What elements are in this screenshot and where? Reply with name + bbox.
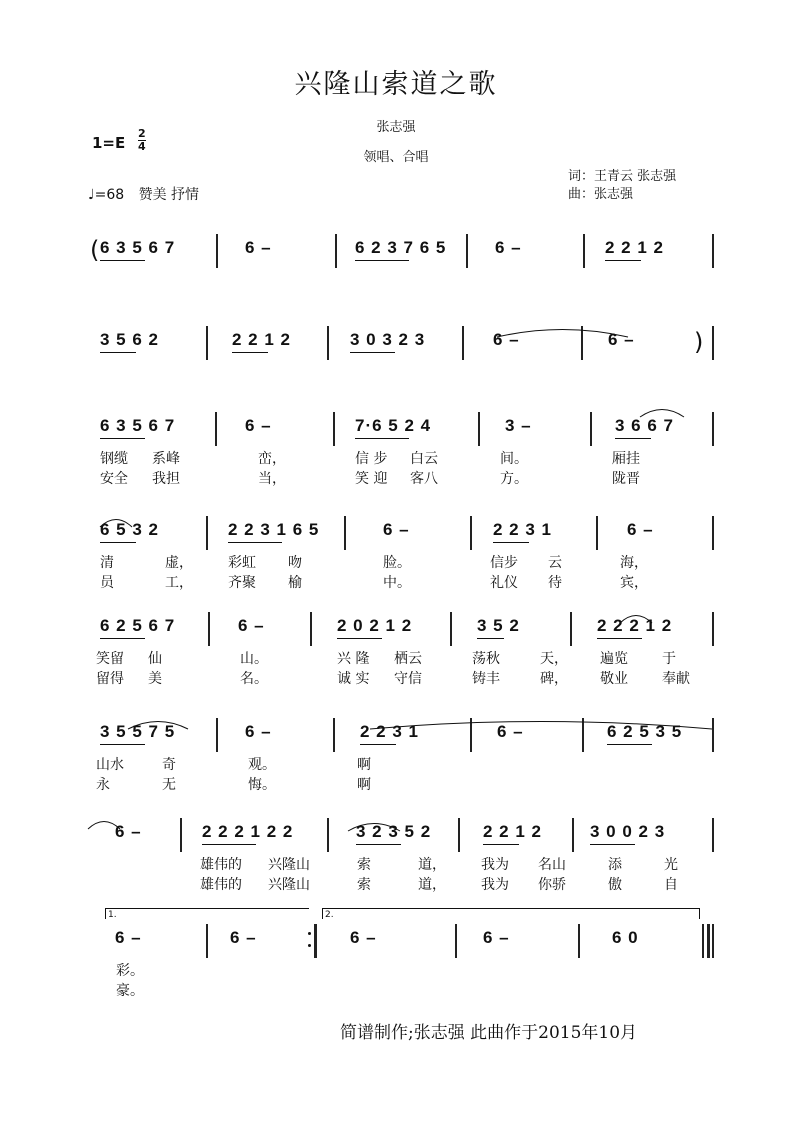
final-bar-thick: [707, 924, 710, 958]
measure: 6 3 5 6 7: [100, 416, 176, 435]
volta-number: 2.: [325, 910, 334, 920]
measure: 2 2 3 1: [360, 722, 419, 741]
tempo-line: [88, 184, 199, 204]
lyric-syllable: 天，: [540, 651, 568, 667]
bar-line: [590, 412, 592, 446]
beam-line: [477, 638, 504, 639]
lyric-syllable: 我为: [481, 857, 509, 873]
lyric-syllable: 奇: [162, 757, 176, 773]
lyric-syllable: 兴隆山: [268, 877, 310, 893]
measure: 6 –: [383, 520, 410, 539]
measure: 2 2 1 2: [232, 330, 291, 349]
time-signature-top: 2: [138, 127, 146, 140]
lyric-syllable: 兴 隆: [337, 651, 370, 667]
measure: 2 2 3 1: [493, 520, 552, 539]
lyric-syllable: 彩虹: [228, 555, 256, 571]
footer-note: 简谱制作;张志强 此曲作于2015年10月: [340, 1023, 638, 1043]
measure: 6 –: [483, 928, 510, 947]
beam-line: [228, 542, 282, 543]
measure: 6 –: [627, 520, 654, 539]
lyric-syllable: 我为: [481, 877, 509, 893]
expression-mark: 赞美 抒情: [138, 187, 200, 203]
lyric-syllable: 悔。: [248, 777, 276, 793]
beam-line: [202, 844, 256, 845]
bar-line: [466, 234, 468, 268]
lyric-syllable: 你骄: [538, 877, 566, 893]
bar-line: [208, 612, 210, 646]
volta-bracket: [105, 908, 309, 919]
bar-line: [206, 326, 208, 360]
lyric-syllable: 脸。: [383, 555, 411, 571]
lyric-syllable: 我担: [152, 471, 180, 487]
slur-arc: [348, 820, 400, 832]
lyric-syllable: 信 步: [355, 451, 388, 467]
lyric-syllable: 彩。: [116, 963, 144, 979]
volta-number: 1.: [108, 910, 117, 920]
bar-line: [596, 516, 598, 550]
measure: 2 2 1 2: [483, 822, 542, 841]
lyric-syllable: 员: [100, 575, 114, 591]
lyric-syllable: 中。: [383, 575, 411, 591]
beam-line: [100, 438, 145, 439]
measure: 6 –: [497, 722, 524, 741]
lyric-syllable: 添: [608, 857, 622, 873]
lyric-syllable: 齐聚: [228, 575, 256, 591]
measure: 3 5 2: [477, 616, 520, 635]
bar-line: [712, 718, 714, 752]
bar-line: [333, 718, 335, 752]
lyric-syllable: 榆: [288, 575, 302, 591]
lyric-syllable: 奉献: [662, 671, 690, 687]
bar-line: [206, 516, 208, 550]
measure: 6 2 5 3 5: [607, 722, 683, 741]
lyric-syllable: 名。: [240, 671, 268, 687]
repeat-dot: [308, 944, 311, 947]
measure: 6 2 5 6 7: [100, 616, 176, 635]
bar-line: [712, 924, 714, 958]
measure: 6 5 3 2: [100, 520, 159, 539]
bar-line: [333, 412, 335, 446]
beam-line: [355, 438, 409, 439]
measure: 3 –: [505, 416, 532, 435]
beam-line: [350, 352, 395, 353]
lyric-syllable: 吻: [288, 555, 302, 571]
measure: 2 2 2 1 2 2: [202, 822, 294, 841]
lyric-syllable: 于: [662, 651, 676, 667]
bar-line: [216, 234, 218, 268]
lyric-syllable: 无: [162, 777, 176, 793]
lyric-syllable: 美: [148, 671, 162, 687]
lyric-syllable: 索: [357, 857, 371, 873]
lyric-syllable: 清: [100, 555, 114, 571]
bar-line: [462, 326, 464, 360]
bar-line: [712, 412, 714, 446]
measure: 6 2 3 7 6 5: [355, 238, 447, 257]
bar-line: [335, 234, 337, 268]
slur-arc: [620, 612, 652, 624]
lyric-syllable: 遍览: [600, 651, 628, 667]
lyric-syllable: 栖云: [394, 651, 422, 667]
beam-line: [360, 744, 396, 745]
measure: 2 2 1 2: [605, 238, 664, 257]
beam-line: [100, 638, 145, 639]
lyric-syllable: 观。: [248, 757, 276, 773]
bar-line: [712, 516, 714, 550]
measure: 6 –: [230, 928, 257, 947]
lyric-syllable: 海，: [620, 555, 648, 571]
beam-line: [493, 542, 529, 543]
beam-line: [232, 352, 268, 353]
bar-line: [583, 234, 585, 268]
lyric-syllable: 山。: [240, 651, 268, 667]
measure: 6 –: [350, 928, 377, 947]
bar-line: [570, 612, 572, 646]
bar-line: [450, 612, 452, 646]
bar-line: [458, 818, 460, 852]
bar-line: [712, 326, 714, 360]
measure: 6 3 5 6 7: [100, 238, 176, 257]
lyric-syllable: 啊: [357, 757, 371, 773]
slur-arc: [88, 818, 120, 830]
beam-line: [615, 438, 651, 439]
lyric-syllable: 间。: [500, 451, 528, 467]
measure: 3 0 3 2 3: [350, 330, 426, 349]
measure: 3 5 5 7 5: [100, 722, 176, 741]
measure: 2 0 2 1 2: [337, 616, 413, 635]
credits: [568, 168, 676, 204]
final-bar-thin: [702, 924, 704, 958]
tempo-mark: ♩=68: [88, 187, 125, 203]
lyric-syllable: 笑留: [96, 651, 124, 667]
lyric-syllable: 自: [664, 877, 678, 893]
lyric-syllable: 待: [548, 575, 562, 591]
lyric-syllable: 虚，: [165, 555, 193, 571]
measure: 3 2 3 5 2: [356, 822, 432, 841]
time-signature-bottom: 4: [138, 140, 146, 153]
bar-line: [712, 612, 714, 646]
lyric-syllable: 兴隆山: [268, 857, 310, 873]
beam-line: [100, 352, 136, 353]
lyric-syllable: 钢缆: [100, 451, 128, 467]
lyric-syllable: 安全: [100, 471, 128, 487]
measure: 6 0: [612, 928, 639, 947]
intro-open-paren: (: [90, 236, 100, 264]
lyric-syllable: 方。: [500, 471, 528, 487]
lyric-syllable: 敬业: [600, 671, 628, 687]
slur-arc: [100, 516, 132, 528]
lyric-syllable: 名山: [538, 857, 566, 873]
lyric-syllable: 索: [357, 877, 371, 893]
lyric-syllable: 光: [664, 857, 678, 873]
bar-line: [310, 612, 312, 646]
beam-line: [607, 744, 652, 745]
measure: 6 –: [245, 722, 272, 741]
lyric-syllable: 傲: [608, 877, 622, 893]
lyric-syllable: 厢挂: [612, 451, 640, 467]
bar-line: [712, 234, 714, 268]
lyric-syllable: 诚 实: [337, 671, 370, 687]
lyric-syllable: 道，: [418, 857, 446, 873]
bar-line: [216, 718, 218, 752]
lyric-syllable: 碑，: [540, 671, 568, 687]
volta-bracket: [322, 908, 700, 919]
lyric-syllable: 雄伟的: [200, 877, 242, 893]
beam-line: [100, 542, 136, 543]
lyric-syllable: 荡秋: [472, 651, 500, 667]
key-signature: 1=E: [92, 134, 126, 152]
intro-close-paren: ): [694, 328, 704, 356]
measure: 2 2 2 1 2: [597, 616, 673, 635]
lyric-syllable: 礼仪: [490, 575, 518, 591]
slur-arc: [640, 406, 684, 418]
composer-top: 张志强: [376, 120, 416, 135]
lyric-syllable: 啊: [357, 777, 371, 793]
lyric-syllable: 白云: [410, 451, 438, 467]
measure: 6 –: [115, 928, 142, 947]
measure: 6 –: [608, 330, 635, 349]
lyric-syllable: 笑 迎: [355, 471, 388, 487]
lyricist: 词：王青云 张志强: [568, 169, 677, 184]
performance-type: 领唱、合唱: [363, 150, 429, 165]
beam-line: [356, 844, 401, 845]
lyric-syllable: 雄伟的: [200, 857, 242, 873]
time-signature: [138, 128, 146, 153]
lyric-syllable: 山水: [96, 757, 124, 773]
lyric-syllable: 宾，: [620, 575, 648, 591]
slur-arc: [370, 718, 712, 730]
lyric-syllable: 云: [548, 555, 562, 571]
lyric-syllable: 当，: [258, 471, 286, 487]
beam-line: [590, 844, 635, 845]
bar-line: [470, 516, 472, 550]
lyric-syllable: 峦，: [258, 451, 286, 467]
measure: 3 6 6 7: [615, 416, 674, 435]
bar-line: [455, 924, 457, 958]
measure: 6 –: [115, 822, 142, 841]
beam-line: [337, 638, 382, 639]
measure: 6 –: [493, 330, 520, 349]
measure: 3 0 0 2 3: [590, 822, 666, 841]
bar-line: [712, 818, 714, 852]
measure: 3 5 6 2: [100, 330, 159, 349]
lyric-syllable: 陇晋: [612, 471, 640, 487]
slur-arc: [497, 326, 628, 338]
bar-line: [206, 924, 208, 958]
slur-arc: [128, 718, 188, 730]
music-by: 曲：张志强: [568, 187, 634, 202]
measure: 6 –: [238, 616, 265, 635]
beam-line: [483, 844, 519, 845]
beam-line: [597, 638, 642, 639]
bar-line: [572, 818, 574, 852]
lyric-syllable: 系峰: [152, 451, 180, 467]
lyric-syllable: 留得: [96, 671, 124, 687]
measure: 6 –: [245, 416, 272, 435]
bar-line: [344, 516, 346, 550]
measure: 6 –: [245, 238, 272, 257]
bar-line: [578, 924, 580, 958]
lyric-syllable: 客八: [410, 471, 438, 487]
beam-line: [100, 260, 145, 261]
lyric-syllable: 信步: [490, 555, 518, 571]
measure: 7·6 5 2 4: [355, 416, 432, 435]
lyric-syllable: 工，: [165, 575, 193, 591]
beam-line: [605, 260, 641, 261]
repeat-bar: [314, 924, 317, 958]
measure: 6 –: [495, 238, 522, 257]
repeat-dot: [308, 932, 311, 935]
beam-line: [355, 260, 409, 261]
lyric-syllable: 道，: [418, 877, 446, 893]
measure: 2 2 3 1 6 5: [228, 520, 320, 539]
lyric-syllable: 守信: [394, 671, 422, 687]
bar-line: [327, 326, 329, 360]
bar-line: [327, 818, 329, 852]
lyric-syllable: 仙: [148, 651, 162, 667]
lyric-syllable: 铸丰: [472, 671, 500, 687]
lyric-syllable: 永: [96, 777, 110, 793]
bar-line: [215, 412, 217, 446]
bar-line: [180, 818, 182, 852]
song-title: 兴隆山索道之歌: [294, 69, 498, 100]
beam-line: [100, 744, 145, 745]
lyric-syllable: 豪。: [116, 983, 144, 999]
bar-line: [478, 412, 480, 446]
